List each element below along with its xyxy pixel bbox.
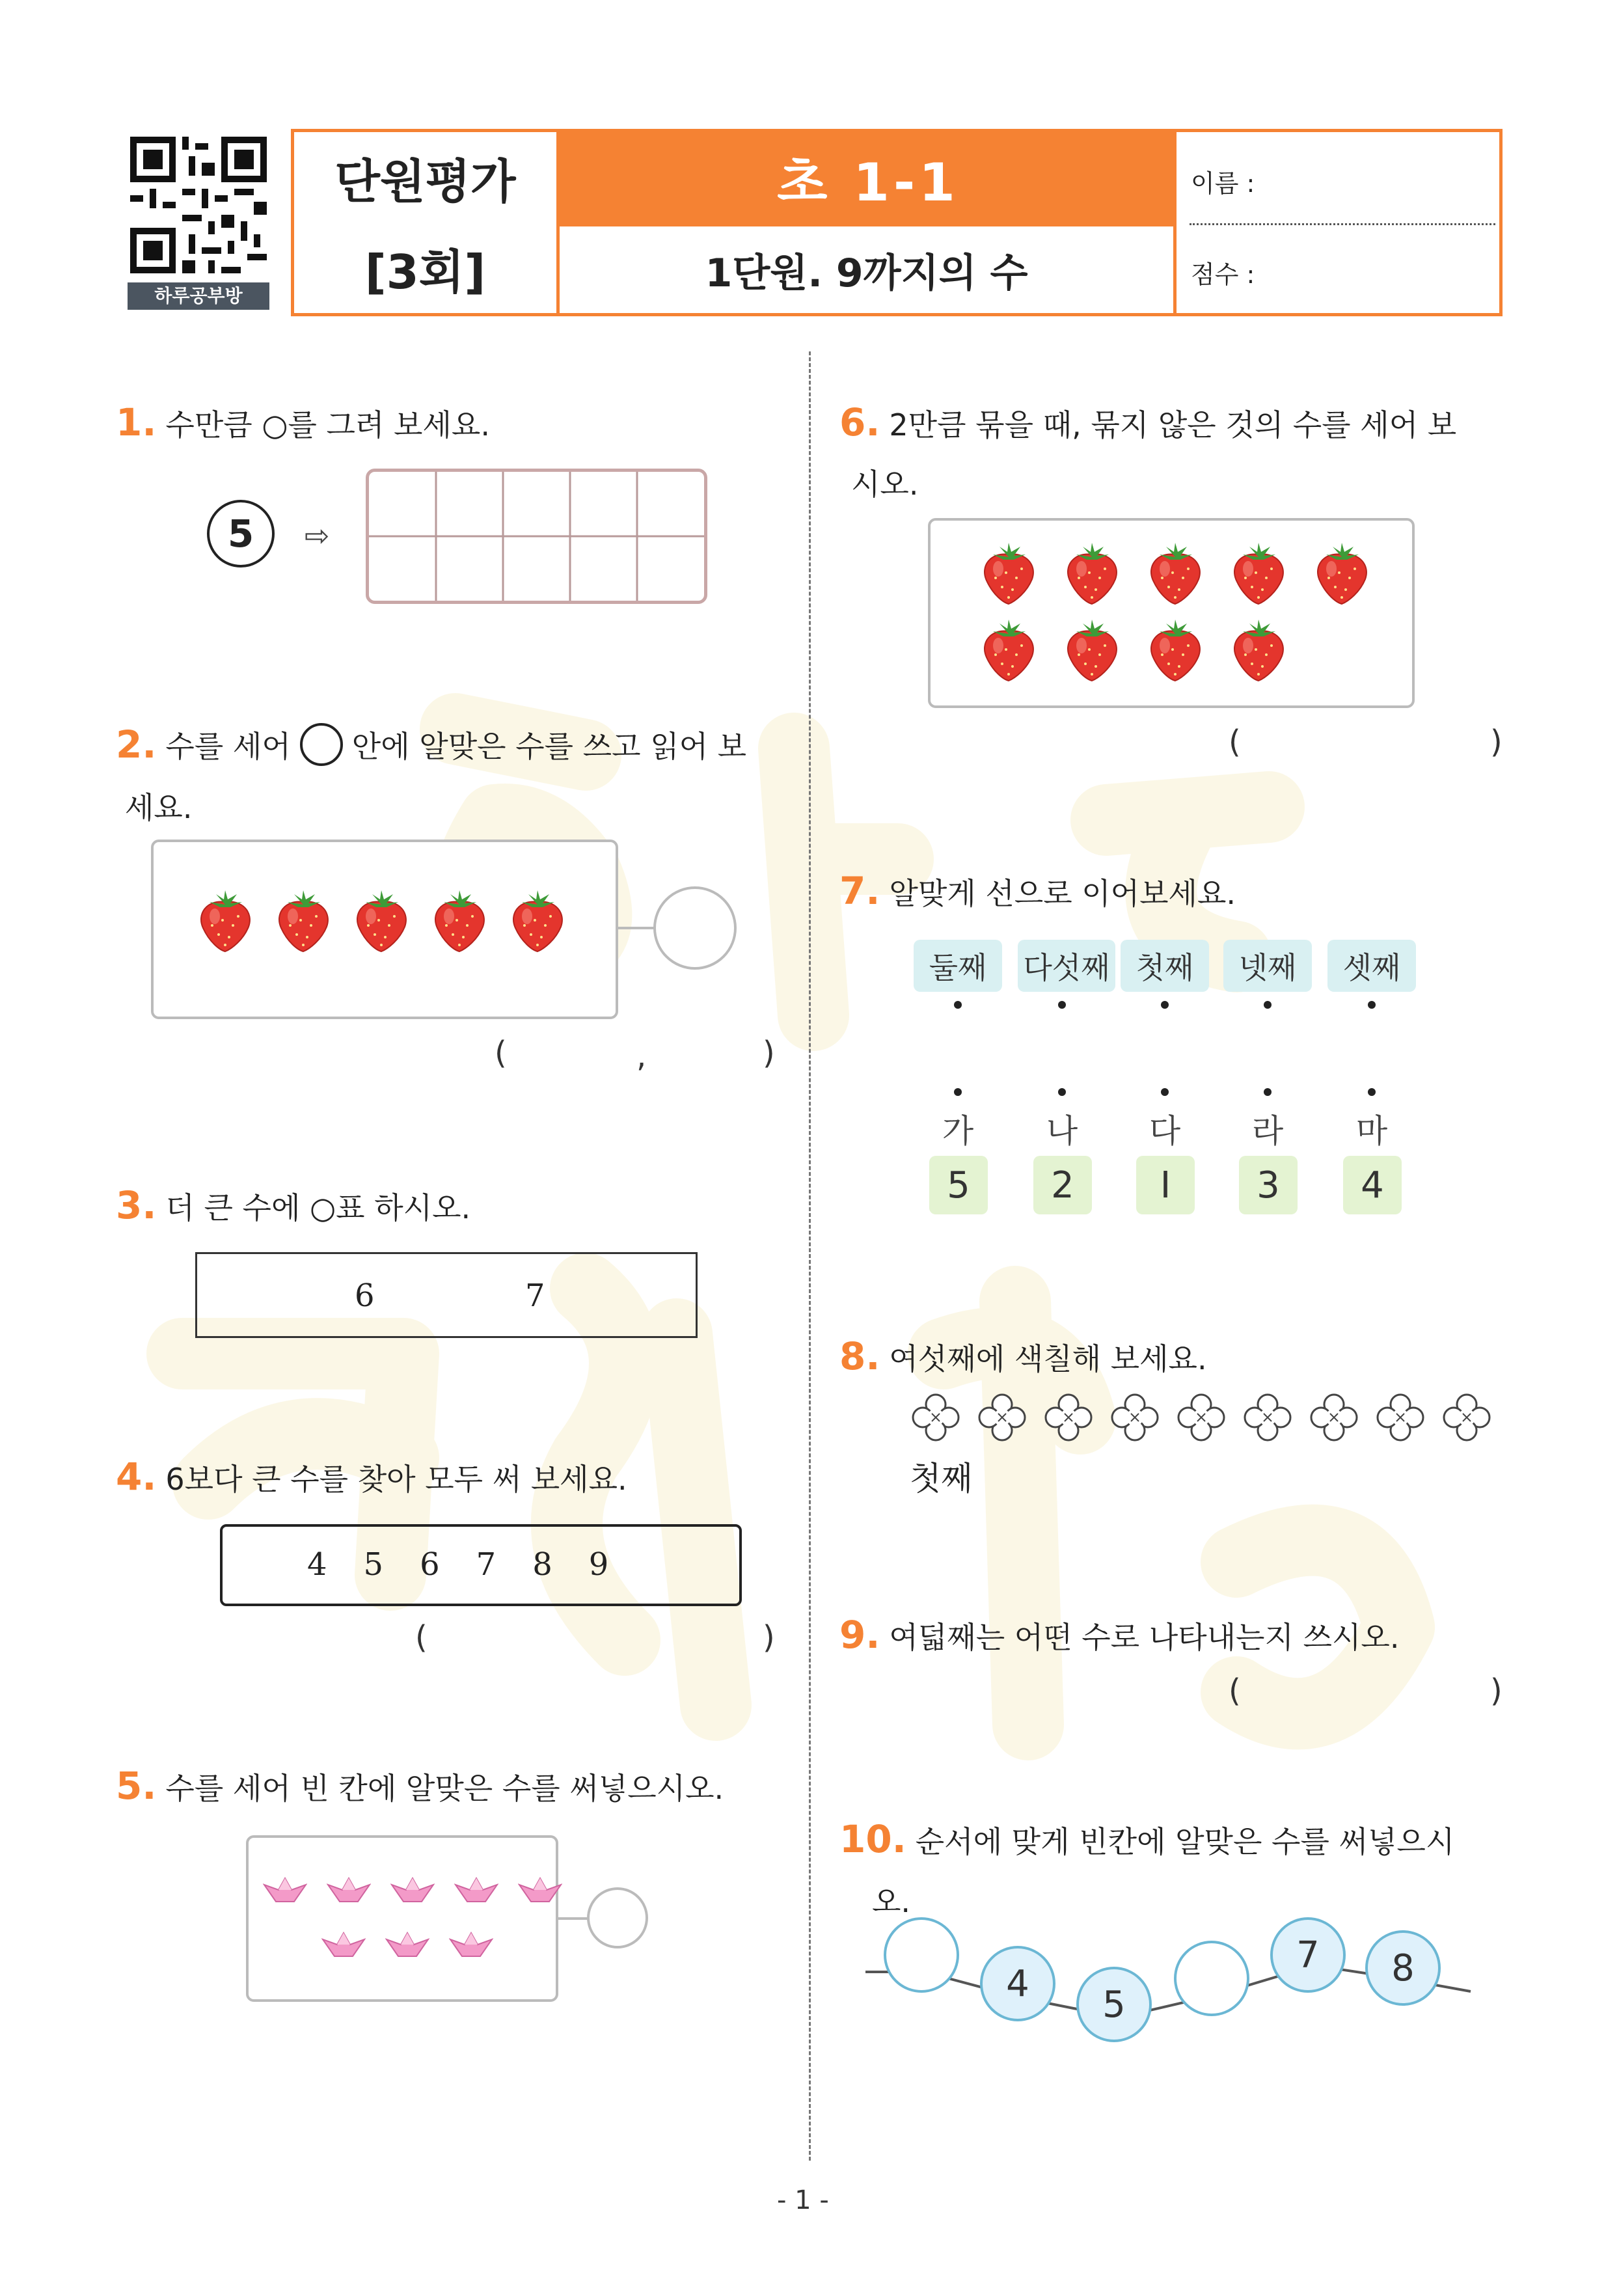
q7-letter: 마: [1355, 1112, 1388, 1150]
score-label: 점수 :: [1191, 260, 1255, 289]
q4-value[interactable]: 8: [532, 1546, 552, 1583]
q7-connect-dot[interactable]: [1058, 1001, 1066, 1009]
paper-boat-icon: [390, 1876, 435, 1908]
q7-number-tag: 5: [929, 1156, 988, 1214]
strawberry-icon: [1226, 617, 1291, 682]
q7-number-tag: I: [1136, 1156, 1195, 1214]
q4-value[interactable]: 6: [420, 1546, 440, 1583]
q10-number-bead: 7: [1270, 1917, 1346, 1993]
q7-connect-dot[interactable]: [954, 1088, 962, 1096]
q3-value-6[interactable]: 6: [355, 1278, 375, 1314]
q4-value[interactable]: 7: [476, 1546, 497, 1583]
q7-connect-dot[interactable]: [1161, 1088, 1169, 1096]
header-table: [291, 129, 1503, 316]
q4-number-box: [220, 1524, 742, 1606]
q5-text: 수를 세어 빈 칸에 알맞은 수를 써넣으시오.: [165, 1771, 724, 1806]
q7-number: 7.: [839, 869, 880, 913]
flower-icon[interactable]: [1109, 1391, 1161, 1446]
q10-blank-bead[interactable]: [884, 1917, 959, 1993]
strawberry-icon: [976, 617, 1041, 682]
q2-number: 2.: [116, 722, 157, 767]
strawberry-icon: [193, 888, 258, 953]
q4-text: 6보다 큰 수를 찾아 모두 써 보세요.: [165, 1462, 627, 1497]
q2-inline-circle-icon: [300, 723, 343, 766]
q2-comma: ,: [636, 1038, 647, 1074]
q10-number: 10.: [839, 1817, 906, 1861]
q4-value[interactable]: 9: [588, 1546, 609, 1583]
paper-boat-icon: [263, 1876, 307, 1908]
paper-boat-icon: [449, 1930, 493, 1963]
strawberry-icon: [1143, 540, 1208, 605]
flower-icon[interactable]: [976, 1391, 1028, 1446]
strawberry-icon: [271, 888, 336, 953]
q5-boat-box: [246, 1835, 558, 2002]
page-number: - 1 -: [777, 2185, 829, 2215]
q7-connect-dot[interactable]: [1058, 1088, 1066, 1096]
q10-number-bead: 4: [980, 1946, 1055, 2021]
q10-text: 순서에 맞게 빈칸에 알맞은 수를 써넣으시: [915, 1824, 1455, 1859]
q3-number: 3.: [116, 1183, 157, 1227]
q9-text: 여덟째는 어떤 수로 나타내는지 쓰시오.: [889, 1620, 1400, 1655]
qr-caption: 하루공부방: [128, 282, 269, 310]
paper-boat-icon: [454, 1876, 498, 1908]
q10-text-line2: 오.: [872, 1884, 911, 1919]
q1-arrow: ⇨: [305, 518, 330, 553]
q9-paren-close: ): [1490, 1673, 1503, 1709]
q7-ordinal-tag: 첫째: [1121, 940, 1209, 992]
q4-value[interactable]: 5: [363, 1546, 384, 1583]
q7-letter: 가: [942, 1112, 974, 1150]
q2-text-line2: 세요.: [125, 790, 193, 825]
paper-boat-icon: [518, 1876, 562, 1908]
q7-letter: 라: [1251, 1112, 1284, 1150]
q7-number-tag: 3: [1239, 1156, 1298, 1214]
q3-value-7[interactable]: 7: [525, 1278, 545, 1314]
strawberry-icon: [505, 888, 570, 953]
paper-boat-icon: [385, 1930, 429, 1963]
name-label: 이름 :: [1191, 169, 1255, 198]
q7-ordinal-tag: 둘째: [914, 940, 1002, 992]
q7-text: 알맞게 선으로 이어보세요.: [889, 876, 1236, 911]
q10-blank-bead[interactable]: [1174, 1941, 1249, 2016]
flower-icon[interactable]: [1042, 1391, 1095, 1446]
q6-paren-close: ): [1490, 724, 1503, 760]
q1-ten-frame[interactable]: [366, 469, 707, 604]
q6-text-line2: 시오.: [851, 467, 919, 502]
strawberry-icon: [349, 888, 414, 953]
column-divider: [809, 351, 811, 2161]
strawberry-icon: [1143, 617, 1208, 682]
q7-ordinal-tag: 셋째: [1327, 940, 1416, 992]
q7-connect-dot[interactable]: [1161, 1001, 1169, 1009]
q2-paren-open: (: [495, 1035, 507, 1071]
q7-connect-dot[interactable]: [954, 1001, 962, 1009]
eval-title: 단원평가: [294, 132, 560, 223]
unit-title: 1단원. 9까지의 수: [560, 223, 1177, 313]
q2-text-before: 수를 세어: [165, 729, 291, 764]
q2-answer-circle[interactable]: [653, 886, 737, 970]
q2-strawberry-box: [151, 840, 618, 1019]
q10-number-bead: 5: [1076, 1967, 1152, 2042]
q7-number-tag: 2: [1033, 1156, 1092, 1214]
strawberry-icon: [1059, 617, 1124, 682]
strawberry-icon: [427, 888, 492, 953]
paper-boat-icon: [327, 1876, 371, 1908]
strawberry-icon: [1059, 540, 1124, 605]
q7-ordinal-tag: 넷째: [1223, 940, 1312, 992]
q5-answer-circle[interactable]: [587, 1887, 648, 1948]
q4-paren-open: (: [415, 1619, 428, 1656]
flower-icon[interactable]: [1374, 1391, 1426, 1446]
flower-icon[interactable]: [1242, 1391, 1294, 1446]
q6-paren-open: (: [1229, 724, 1241, 760]
grade-title: 초 1-1: [560, 132, 1177, 223]
q1-number-circle: 5: [207, 500, 275, 567]
q7-ordinal-tag: 다섯째: [1018, 940, 1115, 992]
q7-connect-dot[interactable]: [1264, 1001, 1272, 1009]
q3-number-box: [195, 1252, 698, 1338]
q8-text: 여섯째에 색칠해 보세요.: [889, 1341, 1207, 1376]
q6-text: 2만큼 묶을 때, 묶지 않은 것의 수를 세어 보: [889, 407, 1457, 443]
q7-letter: 나: [1046, 1112, 1078, 1150]
flower-icon[interactable]: [1441, 1391, 1493, 1446]
q6-strawberry-box: [928, 518, 1415, 708]
round-label: [3회]: [294, 223, 560, 313]
q8-number: 8.: [839, 1334, 880, 1378]
q4-number: 4.: [116, 1455, 157, 1499]
q7-connect-dot[interactable]: [1368, 1088, 1376, 1096]
flower-icon[interactable]: [1175, 1391, 1227, 1446]
q2-paren-close: ): [763, 1035, 775, 1071]
strawberry-icon: [976, 540, 1041, 605]
q8-first-label: 첫째: [910, 1460, 973, 1497]
qr-code: [130, 137, 267, 273]
q4-paren-close: ): [763, 1619, 775, 1656]
paper-boat-icon: [321, 1930, 366, 1963]
flower-icon[interactable]: [910, 1391, 962, 1446]
q7-letter: 다: [1149, 1112, 1181, 1150]
flower-icon[interactable]: [1308, 1391, 1360, 1446]
strawberry-icon: [1226, 540, 1291, 605]
q3-text: 더 큰 수에 ○표 하시오.: [165, 1190, 471, 1225]
strawberry-icon: [1309, 540, 1374, 605]
q7-connect-dot[interactable]: [1264, 1088, 1272, 1096]
q4-value[interactable]: 4: [307, 1546, 327, 1583]
q1-text: 수만큼 ○를 그려 보세요.: [165, 407, 490, 443]
q10-number-bead: 8: [1365, 1930, 1441, 2006]
q1-number: 1.: [116, 400, 157, 444]
q7-connect-dot[interactable]: [1368, 1001, 1376, 1009]
q7-number-tag: 4: [1343, 1156, 1402, 1214]
q9-paren-open: (: [1229, 1673, 1241, 1709]
q5-number: 5.: [116, 1764, 157, 1808]
q9-number: 9.: [839, 1613, 880, 1657]
q6-number: 6.: [839, 400, 880, 444]
q2-text-after: 안에 알맞은 수를 쓰고 읽어 보: [351, 729, 747, 764]
